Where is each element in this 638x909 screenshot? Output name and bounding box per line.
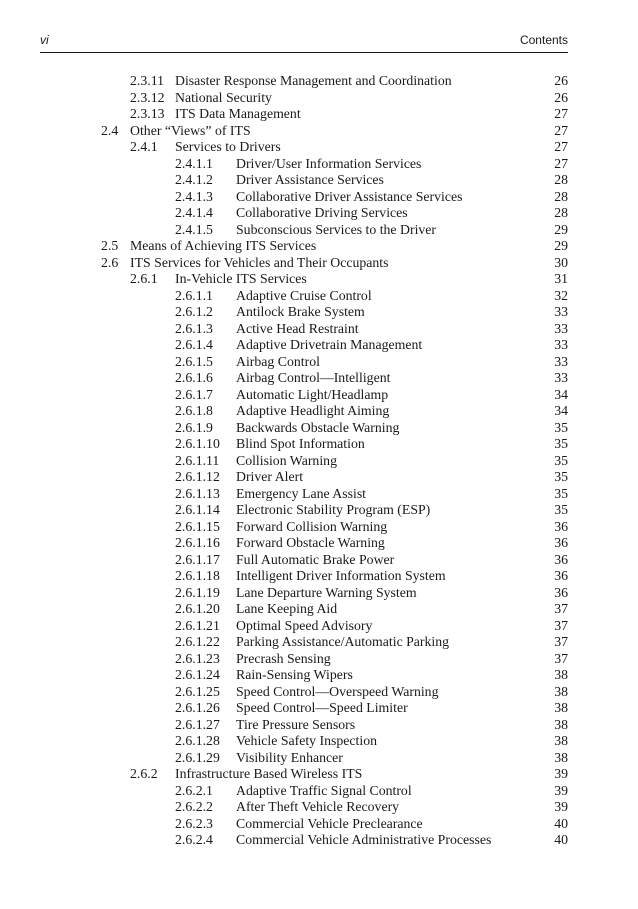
toc-entry-title: Other “Views” of ITS xyxy=(130,122,251,138)
toc-entry-page: 27 xyxy=(554,155,568,171)
toc-entry-title: Rain-Sensing Wipers xyxy=(236,667,353,682)
toc-entry-page: 38 xyxy=(554,749,568,765)
toc-entry-number: 2.6.1.5 xyxy=(175,353,213,369)
toc-entry-page: 37 xyxy=(554,650,568,666)
toc-entry-number: 2.3.11 xyxy=(130,73,164,88)
toc-entry[interactable] xyxy=(0,288,638,305)
toc-entry-title: Means of Achieving ITS Services xyxy=(130,238,317,253)
toc-entry[interactable] xyxy=(0,717,638,734)
toc-entry-title: Parking Assistance/Automatic Parking xyxy=(236,634,450,649)
toc-entry-page: 29 xyxy=(554,221,568,237)
toc-entry-page: 38 xyxy=(554,733,568,748)
header-rule xyxy=(40,52,568,53)
toc-entry-number: 2.6.1.17 xyxy=(175,551,220,567)
toc-entry-number: 2.6.1.25 xyxy=(175,683,220,699)
toc-entry-number: 2.6.1.14 xyxy=(175,502,220,517)
toc-entry-page: 29 xyxy=(554,238,568,253)
toc-entry-title: Services to Drivers xyxy=(175,139,281,154)
toc-entry-title: Full Automatic Brake Power xyxy=(236,551,395,567)
toc-entry-number: 2.6.2.1 xyxy=(175,782,213,798)
toc-entry-page: 36 xyxy=(554,568,568,583)
toc-entry-page: 37 xyxy=(554,617,568,633)
toc-entry-number: 2.6.2 xyxy=(130,766,158,781)
toc-entry-page: 39 xyxy=(554,799,568,814)
toc-entry[interactable] xyxy=(0,420,638,437)
toc-entry-number: 2.6.1.1 xyxy=(175,287,213,303)
toc-entry-number: 2.6.1.7 xyxy=(175,386,213,402)
toc-entry[interactable] xyxy=(0,832,638,849)
toc-entry-title: Subconscious Services to the Driver xyxy=(236,221,437,237)
toc-entry-number: 2.6.1.8 xyxy=(175,403,213,418)
toc-entry[interactable] xyxy=(0,354,638,371)
toc-entry-title: Automatic Light/Headlamp xyxy=(236,386,389,402)
toc-entry[interactable] xyxy=(0,172,638,189)
toc-entry-number: 2.4.1.3 xyxy=(175,188,213,204)
toc-entry-page: 26 xyxy=(554,89,568,105)
toc-entry-title: Vehicle Safety Inspection xyxy=(236,733,377,748)
toc-entry-title: Active Head Restraint xyxy=(236,320,359,336)
toc-entry[interactable] xyxy=(0,684,638,701)
toc-entry-title: Adaptive Traffic Signal Control xyxy=(236,782,412,798)
toc-entry[interactable] xyxy=(0,123,638,140)
toc-entry[interactable] xyxy=(0,337,638,354)
toc-entry-number: 2.6.1.2 xyxy=(175,304,213,319)
toc-entry-title: In-Vehicle ITS Services xyxy=(175,271,307,286)
toc-entry-page: 32 xyxy=(554,287,568,303)
toc-entry[interactable] xyxy=(0,321,638,338)
toc-entry-title: Lane Keeping Aid xyxy=(236,601,338,616)
toc-entry[interactable] xyxy=(0,90,638,107)
toc-entry-title: Precrash Sensing xyxy=(236,650,331,666)
toc-entry-title: Infrastructure Based Wireless ITS xyxy=(175,766,363,781)
toc-entry-number: 2.4 xyxy=(101,122,119,138)
toc-entry-page: 28 xyxy=(554,188,568,204)
toc-entry-page: 27 xyxy=(554,106,568,121)
toc-entry[interactable] xyxy=(0,486,638,503)
toc-entry-title: Disaster Response Management and Coordination xyxy=(175,73,452,88)
toc-entry-page: 34 xyxy=(554,403,568,418)
toc-entry[interactable] xyxy=(0,387,638,404)
toc-entry[interactable] xyxy=(0,568,638,585)
toc-entry[interactable] xyxy=(0,667,638,684)
toc-entry-title: Commercial Vehicle Preclearance xyxy=(236,815,423,831)
toc-entry[interactable] xyxy=(0,139,638,156)
toc-entry-page: 33 xyxy=(554,353,568,369)
toc-entry[interactable] xyxy=(0,238,638,255)
toc-entry-title: Intelligent Driver Information System xyxy=(236,568,446,583)
toc-entry[interactable] xyxy=(0,453,638,470)
toc-entry-page: 33 xyxy=(554,370,568,385)
toc-entry-title: Lane Departure Warning System xyxy=(236,584,417,600)
toc-entry-number: 2.4.1.5 xyxy=(175,221,213,237)
toc-entry-title: Antilock Brake System xyxy=(236,304,365,319)
toc-entry-page: 38 xyxy=(554,700,568,715)
toc-entry-title: Airbag Control xyxy=(236,353,320,369)
toc-entry[interactable] xyxy=(0,271,638,288)
toc-entry-page: 35 xyxy=(554,485,568,501)
toc-entry-number: 2.6.1.6 xyxy=(175,370,213,385)
toc-entry-number: 2.6.1.4 xyxy=(175,337,213,352)
toc-entry-page: 36 xyxy=(554,535,568,550)
toc-entry[interactable] xyxy=(0,403,638,420)
toc-entry-page: 40 xyxy=(554,815,568,831)
toc-entry-title: Forward Collision Warning xyxy=(236,518,388,534)
toc-entry-number: 2.6.1.19 xyxy=(175,584,220,600)
toc-entry-title: ITS Services for Vehicles and Their Occupants xyxy=(130,254,389,270)
toc-entry-page: 38 xyxy=(554,683,568,699)
toc-entry[interactable] xyxy=(0,799,638,816)
toc-entry[interactable] xyxy=(0,552,638,569)
toc-entry[interactable] xyxy=(0,651,638,668)
toc-entry-page: 26 xyxy=(554,73,568,88)
toc-entry[interactable] xyxy=(0,469,638,486)
toc-entry-number: 2.4.1.1 xyxy=(175,155,213,171)
toc-entry-number: 2.6.1.22 xyxy=(175,634,220,649)
toc-entry-page: 37 xyxy=(554,634,568,649)
toc-entry-page: 30 xyxy=(554,254,568,270)
toc-entry-number: 2.6.2.3 xyxy=(175,815,213,831)
toc-entry-number: 2.6.1.18 xyxy=(175,568,220,583)
toc-entry-page: 37 xyxy=(554,601,568,616)
toc-entry-number: 2.6.1.29 xyxy=(175,749,220,765)
toc-entry-title: Backwards Obstacle Warning xyxy=(236,419,400,435)
toc-entry[interactable] xyxy=(0,535,638,552)
toc-entry[interactable] xyxy=(0,73,638,90)
toc-entry[interactable] xyxy=(0,634,638,651)
toc-entry[interactable] xyxy=(0,816,638,833)
toc-entry-title: Emergency Lane Assist xyxy=(236,485,367,501)
toc-entry-number: 2.6.1.28 xyxy=(175,733,220,748)
toc-entry-number: 2.6.1.16 xyxy=(175,535,220,550)
table-of-contents xyxy=(0,73,638,849)
toc-entry-number: 2.6.2.4 xyxy=(175,832,213,847)
toc-entry[interactable] xyxy=(0,766,638,783)
toc-entry[interactable] xyxy=(0,618,638,635)
toc-entry-page: 33 xyxy=(554,320,568,336)
toc-entry-page: 35 xyxy=(554,436,568,451)
toc-entry-number: 2.6.1.20 xyxy=(175,601,220,616)
toc-entry-title: Blind Spot Information xyxy=(236,436,365,451)
toc-entry-number: 2.5 xyxy=(101,238,119,253)
toc-entry[interactable] xyxy=(0,436,638,453)
toc-entry-number: 2.6.1.11 xyxy=(175,452,220,468)
toc-entry-number: 2.6.1.9 xyxy=(175,419,213,435)
toc-entry[interactable] xyxy=(0,733,638,750)
toc-entry-number: 2.3.13 xyxy=(130,106,165,121)
toc-entry-number: 2.6.1.12 xyxy=(175,469,220,484)
toc-entry-title: After Theft Vehicle Recovery xyxy=(236,799,400,814)
toc-entry[interactable] xyxy=(0,585,638,602)
toc-entry-page: 35 xyxy=(554,452,568,468)
toc-entry[interactable] xyxy=(0,255,638,272)
toc-entry-number: 2.6.1.26 xyxy=(175,700,220,715)
toc-entry-title: ITS Data Management xyxy=(175,106,301,121)
toc-entry[interactable] xyxy=(0,304,638,321)
toc-entry-title: National Security xyxy=(175,89,272,105)
toc-entry[interactable] xyxy=(0,783,638,800)
toc-entry[interactable] xyxy=(0,519,638,536)
toc-entry-page: 38 xyxy=(554,716,568,732)
toc-entry-number: 2.6.1.10 xyxy=(175,436,220,451)
toc-entry-number: 2.6.1.3 xyxy=(175,320,213,336)
toc-entry-page: 35 xyxy=(554,419,568,435)
toc-entry-title: Visibility Enhancer xyxy=(236,749,343,765)
toc-entry-number: 2.6.1 xyxy=(130,271,158,286)
toc-entry-page: 33 xyxy=(554,337,568,352)
toc-entry-title: Forward Obstacle Warning xyxy=(236,535,385,550)
toc-entry-title: Electronic Stability Program (ESP) xyxy=(236,502,431,517)
toc-entry[interactable] xyxy=(0,370,638,387)
toc-entry-page: 40 xyxy=(554,832,568,847)
toc-entry[interactable] xyxy=(0,106,638,123)
toc-entry-number: 2.6.1.24 xyxy=(175,667,220,682)
toc-entry-page: 27 xyxy=(554,122,568,138)
toc-entry-page: 39 xyxy=(554,766,568,781)
toc-entry-number: 2.6.2.2 xyxy=(175,799,213,814)
toc-entry-page: 35 xyxy=(554,502,568,517)
toc-entry-page: 34 xyxy=(554,386,568,402)
toc-entry-number: 2.6.1.27 xyxy=(175,716,220,732)
toc-entry[interactable] xyxy=(0,189,638,206)
toc-entry-page: 27 xyxy=(554,139,568,154)
toc-entry-title: Tire Pressure Sensors xyxy=(236,716,356,732)
toc-entry-title: Driver Alert xyxy=(236,469,304,484)
toc-entry-page: 35 xyxy=(554,469,568,484)
toc-entry-title: Collision Warning xyxy=(236,452,337,468)
toc-entry-title: Speed Control—Overspeed Warning xyxy=(236,683,439,699)
page-folio: vi xyxy=(40,33,49,47)
toc-entry-title: Adaptive Headlight Aiming xyxy=(236,403,390,418)
toc-entry-number: 2.4.1.2 xyxy=(175,172,213,187)
toc-entry-page: 28 xyxy=(554,172,568,187)
toc-entry-page: 36 xyxy=(554,518,568,534)
toc-entry-page: 36 xyxy=(554,584,568,600)
toc-entry-page: 36 xyxy=(554,551,568,567)
toc-entry-title: Adaptive Cruise Control xyxy=(236,287,372,303)
toc-entry-title: Speed Control—Speed Limiter xyxy=(236,700,408,715)
running-title: Contents xyxy=(519,33,568,47)
toc-entry[interactable] xyxy=(0,205,638,222)
toc-entry-title: Adaptive Drivetrain Management xyxy=(236,337,423,352)
toc-entry-number: 2.6.1.23 xyxy=(175,650,220,666)
toc-entry-page: 31 xyxy=(554,271,568,286)
toc-entry-title: Driver Assistance Services xyxy=(236,172,384,187)
toc-entry-number: 2.4.1 xyxy=(130,139,158,154)
toc-entry-page: 33 xyxy=(554,304,568,319)
toc-entry-number: 2.6.1.21 xyxy=(175,617,220,633)
toc-entry[interactable] xyxy=(0,156,638,173)
toc-entry-title: Commercial Vehicle Administrative Processes xyxy=(236,832,492,847)
toc-entry-number: 2.6.1.15 xyxy=(175,518,220,534)
toc-entry-title: Collaborative Driver Assistance Services xyxy=(236,188,463,204)
toc-entry-page: 38 xyxy=(554,667,568,682)
toc-entry-title: Collaborative Driving Services xyxy=(236,205,408,220)
toc-entry-page: 39 xyxy=(554,782,568,798)
toc-entry[interactable] xyxy=(0,700,638,717)
toc-entry[interactable] xyxy=(0,222,638,239)
toc-entry-title: Optimal Speed Advisory xyxy=(236,617,373,633)
toc-entry-number: 2.3.12 xyxy=(130,89,165,105)
toc-entry-page: 28 xyxy=(554,205,568,220)
toc-entry[interactable] xyxy=(0,750,638,767)
toc-entry-number: 2.4.1.4 xyxy=(175,205,213,220)
toc-entry-number: 2.6 xyxy=(101,254,119,270)
toc-entry[interactable] xyxy=(0,502,638,519)
toc-entry[interactable] xyxy=(0,601,638,618)
toc-entry-number: 2.6.1.13 xyxy=(175,485,220,501)
toc-entry-title: Driver/User Information Services xyxy=(236,155,422,171)
toc-entry-title: Airbag Control—Intelligent xyxy=(236,370,391,385)
